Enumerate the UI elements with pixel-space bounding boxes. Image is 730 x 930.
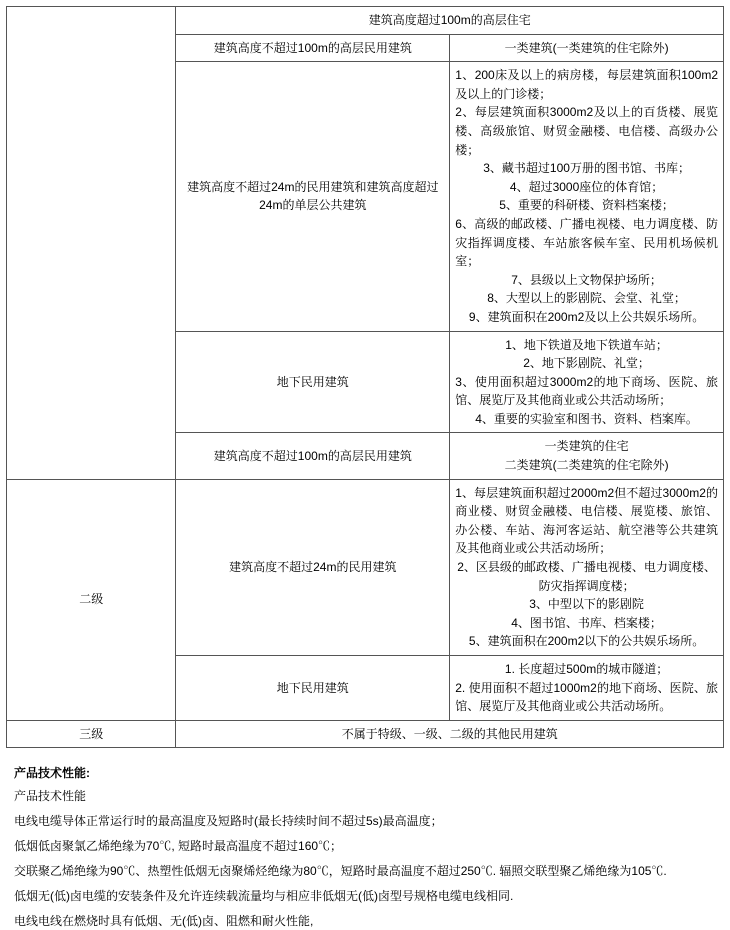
detail-line: 1、每层建筑面积超过2000m2但不超过3000m2的商业楼、财贸金融楼、电信楼、展览楼、旅馆、办公楼、车站、海河客运站、航空港等公共建筑及其他商业或公共活动场所； <box>455 485 718 556</box>
detail-line: 8、大型以上的影剧院、会堂、礼堂； <box>487 291 686 306</box>
table-row <box>7 479 724 655</box>
detail-line: 9、建筑面积在200m2及以上公共娱乐场所。 <box>468 309 705 324</box>
grade-cell-third: 三级 <box>7 720 176 748</box>
detail-line: 2、每层建筑面积3000m2及以上的百货楼、展览楼、高级旅馆、财贸金融楼、电信楼、高级办公楼； <box>455 105 718 157</box>
tech-paragraph: 电线电缆导体正常运行时的最高温度及短路时(最长持续时间不超过5s)最高温度； <box>14 814 443 829</box>
row-0-merged-cell: 建筑高度超过100m的高层住宅 <box>176 7 724 35</box>
detail-line: 4、图书馆、书库、档案楼； <box>511 615 662 630</box>
row-6-detail <box>450 656 724 721</box>
tech-paragraph: 交联聚乙烯绝缘为90℃、热塑性低烟无卤聚烯烃绝缘为80℃，短路时最高温度不超过250℃. 辐照交联型聚乙烯绝缘为105℃. <box>14 864 667 879</box>
detail-line: 4、重要的实验室和图书、资料、档案库。 <box>475 411 698 426</box>
row-4-kind: 建筑高度不超过100m的高层民用建筑 <box>176 433 450 479</box>
row-2-kind: 建筑高度不超过24m的民用建筑和建筑高度超过24m的单层公共建筑 <box>176 62 450 331</box>
detail-line: 3、中型以下的影剧院 <box>529 597 644 612</box>
detail-line: 5、重要的科研楼、资料档案楼； <box>499 198 674 213</box>
tech-paragraph: 电线电线在燃烧时具有低烟、无(低)卤、阻燃和耐火性能, <box>14 914 314 929</box>
row-2-detail <box>450 62 724 331</box>
detail-line: 1. 长度超过500m的城市隧道； <box>504 662 669 676</box>
row-4-detail <box>450 433 724 479</box>
row-7-detail: 不属于特级、一级、二级的其他民用建筑 <box>176 720 724 748</box>
detail-line: 3、使用面积超过3000m2的地下商场、医院、旅馆、展览厅及其他商业或公共活动场所； <box>455 374 718 408</box>
detail-line: 2、区县级的邮政楼、广播电视楼、电力调度楼、防灾指挥调度楼； <box>457 560 716 593</box>
detail-line: 4、超过3000座位的体育馆； <box>509 179 664 194</box>
detail-line: 3、藏书超过100万册的图书馆、书库； <box>483 161 690 176</box>
fire-protection-grade-table <box>6 6 724 748</box>
tech-paragraph: 低烟无(低)卤电缆的安装条件及允许连续载流量均与相应非低烟无(低)卤型号规格电缆电线相同. <box>14 889 514 904</box>
section-title: 产品技术性能: <box>14 766 90 781</box>
row-1-kind: 建筑高度不超过100m的高层民用建筑 <box>176 34 450 62</box>
detail-line: 1、200床及以上的病房楼，每层建筑面积100m2及以上的门诊楼； <box>455 68 718 101</box>
grade-cell-second-group: 二级 <box>7 479 176 720</box>
table-row <box>7 7 724 35</box>
detail-line: 二类建筑(二类建筑的住宅除外) <box>504 458 669 473</box>
row-3-detail <box>450 331 724 433</box>
detail-line: 7、县级以上文物保护场所； <box>511 272 662 287</box>
tech-paragraph: 低烟低卤聚氯乙烯绝缘为70℃, 短路时最高温度不超过160℃； <box>14 839 343 854</box>
detail-line: 1、地下铁道及地下铁道车站； <box>505 337 668 352</box>
detail-line: 5、建筑面积在200m2以下的公共娱乐场所。 <box>468 634 705 649</box>
grade-cell-first-group <box>7 7 176 480</box>
table-row <box>7 720 724 748</box>
detail-line: 2、地下影剧院、礼堂； <box>523 356 650 371</box>
row-1-detail: 一类建筑(一类建筑的住宅除外) <box>450 34 724 62</box>
table-body <box>7 7 724 748</box>
tech-performance-section <box>6 764 724 930</box>
tech-paragraph: 产品技术性能 <box>14 789 87 804</box>
row-5-kind: 建筑高度不超过24m的民用建筑 <box>176 479 450 655</box>
detail-line: 2. 使用面积不超过1000m2的地下商场、医院、旅馆、展览厅及其他商业或公共活动场所。 <box>455 680 718 714</box>
row-5-detail <box>450 479 724 655</box>
row-3-kind: 地下民用建筑 <box>176 331 450 433</box>
row-6-kind: 地下民用建筑 <box>176 656 450 721</box>
detail-line: 一类建筑的住宅 <box>544 439 629 454</box>
detail-line: 6、高级的邮政楼、广播电视楼、电力调度楼、防灾指挥调度楼、车站旅客候车室、民用机场候机室； <box>455 216 718 269</box>
